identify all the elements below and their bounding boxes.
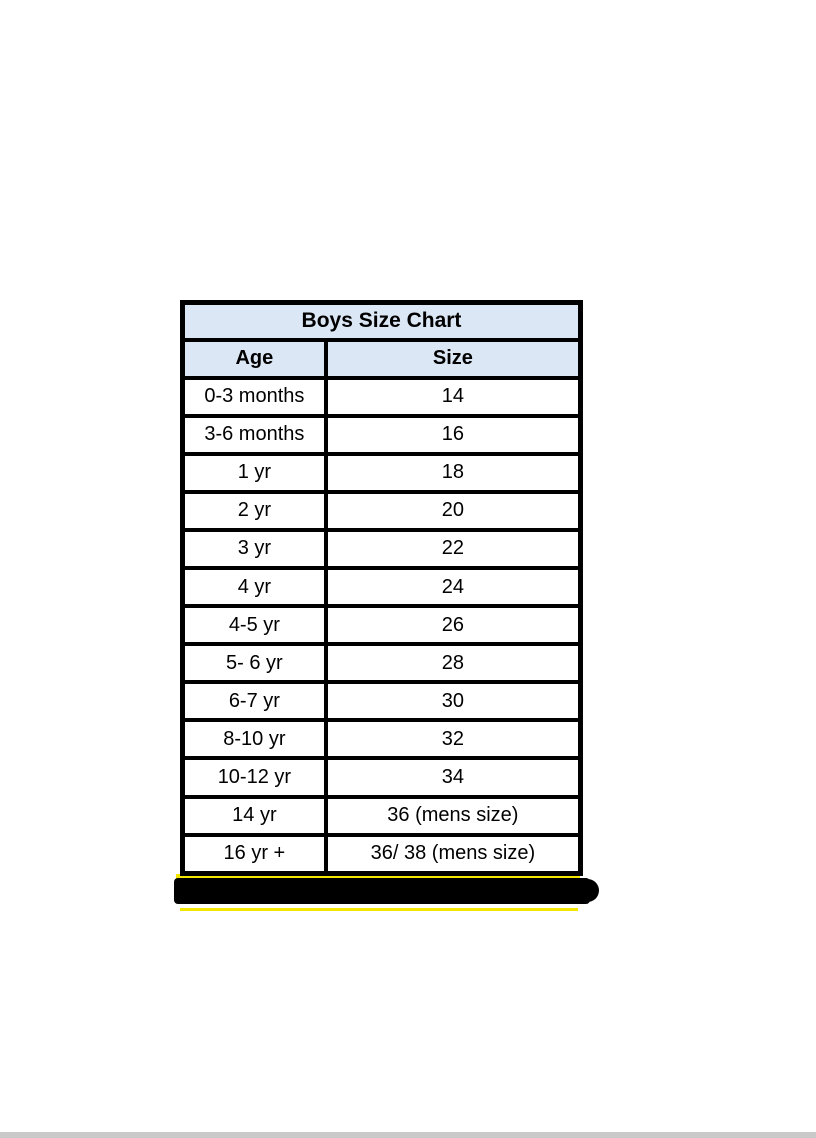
size-cell: 32 bbox=[326, 720, 581, 758]
table-row bbox=[183, 530, 581, 568]
age-cell: 6-7 yr bbox=[183, 682, 326, 720]
bottom-gray-bar bbox=[0, 1132, 816, 1138]
size-cell: 26 bbox=[326, 606, 581, 644]
table-row bbox=[183, 797, 581, 835]
table-row bbox=[183, 835, 581, 874]
redaction-marker-bar bbox=[174, 878, 590, 904]
column-header-size: Size bbox=[326, 340, 581, 378]
size-cell: 16 bbox=[326, 416, 581, 454]
size-cell: 14 bbox=[326, 378, 581, 416]
table-title-row bbox=[183, 303, 581, 340]
boys-size-chart-table bbox=[180, 300, 583, 876]
size-cell: 24 bbox=[326, 568, 581, 606]
size-cell: 22 bbox=[326, 530, 581, 568]
table-row bbox=[183, 416, 581, 454]
age-cell: 4-5 yr bbox=[183, 606, 326, 644]
size-chart-table-container bbox=[180, 300, 583, 876]
size-cell: 28 bbox=[326, 644, 581, 682]
age-cell: 3 yr bbox=[183, 530, 326, 568]
table-row bbox=[183, 378, 581, 416]
age-cell: 14 yr bbox=[183, 797, 326, 835]
table-row bbox=[183, 492, 581, 530]
table-title: Boys Size Chart bbox=[183, 303, 581, 340]
table-row bbox=[183, 644, 581, 682]
size-cell: 30 bbox=[326, 682, 581, 720]
age-cell: 5- 6 yr bbox=[183, 644, 326, 682]
age-cell: 10-12 yr bbox=[183, 758, 326, 796]
age-cell: 3-6 months bbox=[183, 416, 326, 454]
column-header-age: Age bbox=[183, 340, 326, 378]
column-header-row bbox=[183, 340, 581, 378]
age-cell: 2 yr bbox=[183, 492, 326, 530]
table-row bbox=[183, 720, 581, 758]
table-row bbox=[183, 758, 581, 796]
size-cell: 20 bbox=[326, 492, 581, 530]
size-cell: 36/ 38 (mens size) bbox=[326, 835, 581, 874]
age-cell: 4 yr bbox=[183, 568, 326, 606]
table-row bbox=[183, 568, 581, 606]
size-cell: 36 (mens size) bbox=[326, 797, 581, 835]
table-row bbox=[183, 454, 581, 492]
highlight-sliver-bottom bbox=[180, 908, 578, 911]
table-row bbox=[183, 606, 581, 644]
age-cell: 1 yr bbox=[183, 454, 326, 492]
size-cell: 34 bbox=[326, 758, 581, 796]
table-body bbox=[183, 378, 581, 874]
size-cell: 18 bbox=[326, 454, 581, 492]
age-cell: 0-3 months bbox=[183, 378, 326, 416]
age-cell: 8-10 yr bbox=[183, 720, 326, 758]
age-cell: 16 yr + bbox=[183, 835, 326, 874]
table-row bbox=[183, 682, 581, 720]
